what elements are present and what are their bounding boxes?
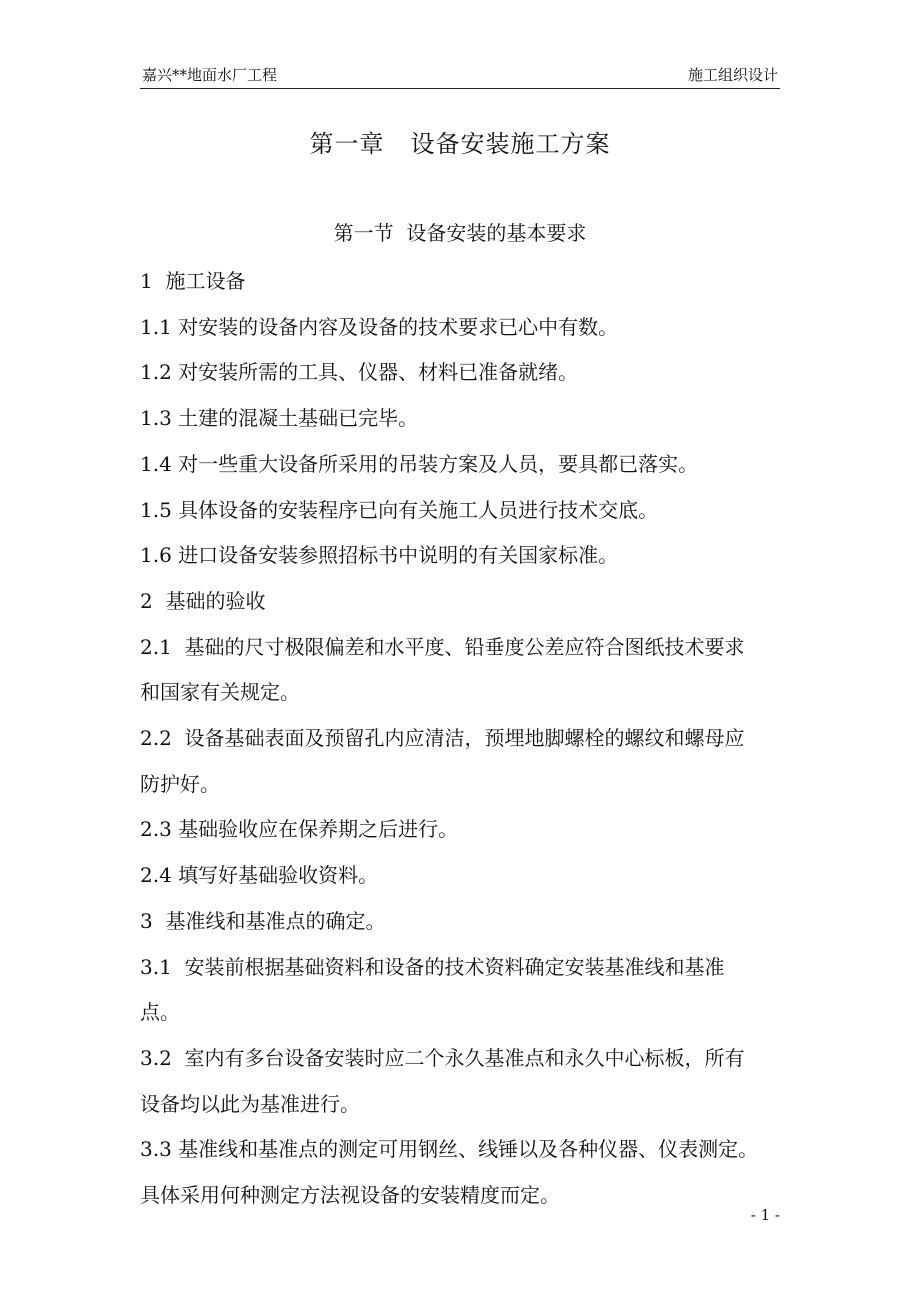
body-line: 1.5 具体设备的安装程序已向有关施工人员进行技术交底。: [140, 497, 659, 522]
body-line: 2.1 基础的尺寸极限偏差和水平度、铅垂度公差应符合图纸技术要求: [140, 634, 745, 659]
body-line: 和国家有关规定。: [140, 680, 300, 705]
header-document-type: 施工组织设计: [687, 66, 778, 84]
body-line: 1.4 对一些重大设备所采用的吊装方案及人员，要具都已落实。: [140, 451, 699, 476]
body-line: 2.3 基础验收应在保养期之后进行。: [140, 817, 459, 842]
header-project-name: 嘉兴**地面水厂工程: [142, 66, 278, 84]
chapter-name: 设备安装施工方案: [410, 130, 611, 158]
body-line: 1.6 进口设备安装参照招标书中说明的有关国家标准。: [140, 543, 619, 568]
body-line: 1.1 对安装的设备内容及设备的技术要求已心中有数。: [140, 314, 619, 339]
body-line: 3.3 基准线和基准点的测定可用钢丝、线锤以及各种仪器、仪表测定。: [140, 1137, 759, 1162]
body-line: 3.2 室内有多台设备安装时应二个永久基准点和永久中心标板，所有: [140, 1045, 745, 1070]
body-line: 2.2 设备基础表面及预留孔内应清洁，预埋地脚螺栓的螺纹和螺母应: [140, 726, 745, 751]
body-line: 1.2 对安装所需的工具、仪器、材料已准备就绪。: [140, 360, 579, 385]
body-line: 防护好。: [140, 771, 220, 796]
body-line: 2.4 填写好基础验收资料。: [140, 863, 379, 888]
chapter-title: [0, 124, 920, 159]
body-line: 1.3 土建的混凝土基础已完毕。: [140, 406, 419, 431]
body-line: 1 施工设备: [140, 269, 246, 293]
body-text: [140, 259, 785, 1219]
body-line: 3 基准线和基准点的确定。: [140, 908, 386, 933]
body-line: 3.1 安装前根据基础资料和设备的技术资料确定安装基准线和基准: [140, 954, 725, 979]
body-line: 设备均以此为基准进行。: [140, 1091, 360, 1116]
chapter-number: 第一章: [309, 130, 385, 158]
page-header: [140, 66, 780, 89]
body-line: 具体采用何种测定方法视设备的安装精度而定。: [140, 1183, 560, 1208]
body-line: 点。: [140, 1000, 180, 1025]
body-line: 2 基础的验收: [140, 588, 266, 613]
page-number: - 1 -: [750, 1206, 780, 1224]
section-title: 第一节 设备安装的基本要求: [333, 221, 587, 245]
